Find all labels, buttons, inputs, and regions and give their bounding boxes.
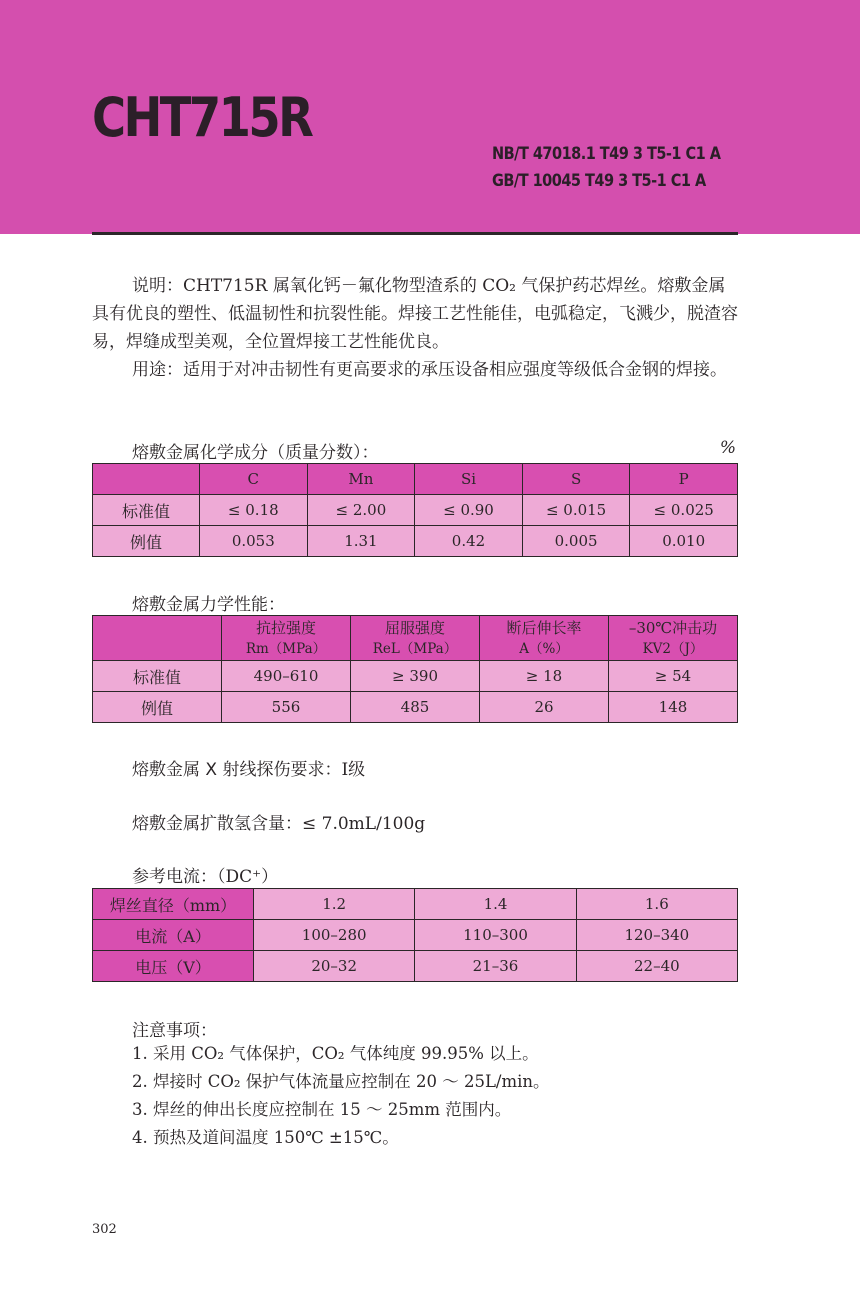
standard-gb: GB/T 10045 T49 3 T5-1 C1 A bbox=[492, 171, 706, 190]
chem-col-header: C bbox=[200, 464, 308, 495]
header-line: A（%） bbox=[519, 640, 569, 657]
table-cell: 490–610 bbox=[222, 661, 351, 692]
chem-table bbox=[92, 463, 738, 557]
usage-label: 用途： bbox=[132, 360, 183, 380]
table-cell: ≥ 390 bbox=[351, 661, 480, 692]
xray-line bbox=[132, 755, 365, 780]
header-line: 抗拉强度 bbox=[255, 618, 316, 637]
hydrogen-value: ≤ 7.0mL/100g bbox=[302, 814, 426, 834]
table-cell: ≥ 54 bbox=[609, 661, 738, 692]
mech-col-header bbox=[222, 616, 351, 661]
table-cell: 1.4 bbox=[415, 889, 576, 920]
table-cell: 22–40 bbox=[576, 951, 737, 982]
mech-title: 熔敷金属力学性能： bbox=[132, 595, 285, 615]
row-label: 例值 bbox=[93, 526, 200, 557]
list-item: 1. 采用 CO₂ 气体保护，CO₂ 气体纯度 99.95% 以上。 bbox=[132, 1044, 539, 1063]
page-number: 302 bbox=[92, 1222, 117, 1237]
table-cell: 0.005 bbox=[522, 526, 630, 557]
mech-table bbox=[92, 615, 738, 723]
table-cell: ≤ 0.18 bbox=[200, 495, 308, 526]
table-cell: 20–32 bbox=[254, 951, 415, 982]
description-text-rest: 金属具有优良的塑性、低温韧性和抗裂性能。焊接工艺性能佳，电弧稳定，飞溅少，脱渣容易，焊缝成型美观，全位置焊接工艺性能优良。 bbox=[92, 276, 738, 352]
mech-col-header bbox=[93, 616, 222, 661]
chem-col-header bbox=[93, 464, 200, 495]
table-cell: 556 bbox=[222, 692, 351, 723]
table-row bbox=[93, 920, 738, 951]
header-line: ReL（MPa） bbox=[372, 640, 458, 657]
table-cell: 0.42 bbox=[415, 526, 523, 557]
mech-header-row bbox=[93, 616, 738, 661]
table-row bbox=[93, 692, 738, 723]
current-table bbox=[92, 888, 738, 982]
header-line: Rm（MPa） bbox=[245, 640, 327, 657]
current-polarity: （DC⁺） bbox=[217, 867, 279, 887]
notes-list bbox=[132, 1040, 550, 1152]
table-cell: 26 bbox=[480, 692, 609, 723]
standard-nb: NB/T 47018.1 T49 3 T5-1 C1 A bbox=[492, 144, 721, 163]
list-item: 4. 预热及道间温度 150℃ ±15℃。 bbox=[132, 1128, 399, 1147]
chem-title: 熔敷金属化学成分（质量分数）： bbox=[132, 443, 379, 463]
notes-title: 注意事项： bbox=[132, 1021, 217, 1041]
table-cell: 148 bbox=[609, 692, 738, 723]
description-label: 说明： bbox=[132, 276, 183, 296]
table-cell: ≥ 18 bbox=[480, 661, 609, 692]
table-cell: 110–300 bbox=[415, 920, 576, 951]
table-cell: ≤ 0.025 bbox=[630, 495, 738, 526]
mech-col-header bbox=[609, 616, 738, 661]
header-banner bbox=[0, 0, 860, 234]
chem-header-row bbox=[93, 464, 738, 495]
mech-col-header bbox=[351, 616, 480, 661]
table-cell: 1.6 bbox=[576, 889, 737, 920]
list-item: 3. 焊丝的伸出长度应控制在 15 ～ 25mm 范围内。 bbox=[132, 1100, 512, 1119]
table-cell: 100–280 bbox=[254, 920, 415, 951]
current-title-line bbox=[132, 862, 278, 887]
mech-col-header bbox=[480, 616, 609, 661]
chem-unit: % bbox=[719, 438, 736, 458]
table-cell: ≤ 2.00 bbox=[307, 495, 415, 526]
table-cell: 1.2 bbox=[254, 889, 415, 920]
header-rule bbox=[92, 232, 738, 235]
row-label: 电流（A） bbox=[93, 920, 254, 951]
header-line: 屈服强度 bbox=[384, 618, 445, 637]
header-line: –30℃冲击功 bbox=[628, 618, 718, 637]
description-paragraph bbox=[92, 272, 738, 356]
table-row bbox=[93, 951, 738, 982]
table-cell: 1.31 bbox=[307, 526, 415, 557]
description-text-line1: CHT715R 属氧化钙－氟化物型渣系的 CO₂ 气保护药芯焊丝。熔敷 bbox=[183, 276, 692, 296]
table-row bbox=[93, 526, 738, 557]
row-label: 焊丝直径（mm） bbox=[93, 889, 254, 920]
table-row bbox=[93, 495, 738, 526]
table-cell: 0.010 bbox=[630, 526, 738, 557]
chem-col-header: P bbox=[630, 464, 738, 495]
table-cell: 120–340 bbox=[576, 920, 737, 951]
table-cell: ≤ 0.015 bbox=[522, 495, 630, 526]
current-title: 参考电流： bbox=[132, 867, 217, 887]
usage-paragraph bbox=[92, 356, 738, 384]
row-label: 标准值 bbox=[93, 495, 200, 526]
table-row bbox=[93, 661, 738, 692]
table-cell: 21–36 bbox=[415, 951, 576, 982]
xray-value: Ⅰ级 bbox=[341, 760, 366, 780]
row-label: 电压（V） bbox=[93, 951, 254, 982]
list-item: 2. 焊接时 CO₂ 保护气体流量应控制在 20 ～ 25L/min。 bbox=[132, 1072, 550, 1091]
table-cell: 485 bbox=[351, 692, 480, 723]
row-label: 例值 bbox=[93, 692, 222, 723]
chem-col-header: Si bbox=[415, 464, 523, 495]
header-line: 断后伸长率 bbox=[506, 618, 582, 637]
hydrogen-label: 熔敷金属扩散氢含量： bbox=[132, 814, 302, 834]
product-title: CHT715R bbox=[92, 86, 312, 149]
hydrogen-line bbox=[132, 809, 425, 834]
chem-col-header: S bbox=[522, 464, 630, 495]
xray-label: 熔敷金属 X 射线探伤要求： bbox=[132, 760, 342, 780]
table-cell: 0.053 bbox=[200, 526, 308, 557]
table-cell: ≤ 0.90 bbox=[415, 495, 523, 526]
chem-col-header: Mn bbox=[307, 464, 415, 495]
table-row bbox=[93, 889, 738, 920]
header-line: KV2（J） bbox=[642, 640, 704, 657]
usage-text: 适用于对冲击韧性有更高要求的承压设备相应强度等级低合金钢的焊接。 bbox=[183, 360, 727, 380]
row-label: 标准值 bbox=[93, 661, 222, 692]
